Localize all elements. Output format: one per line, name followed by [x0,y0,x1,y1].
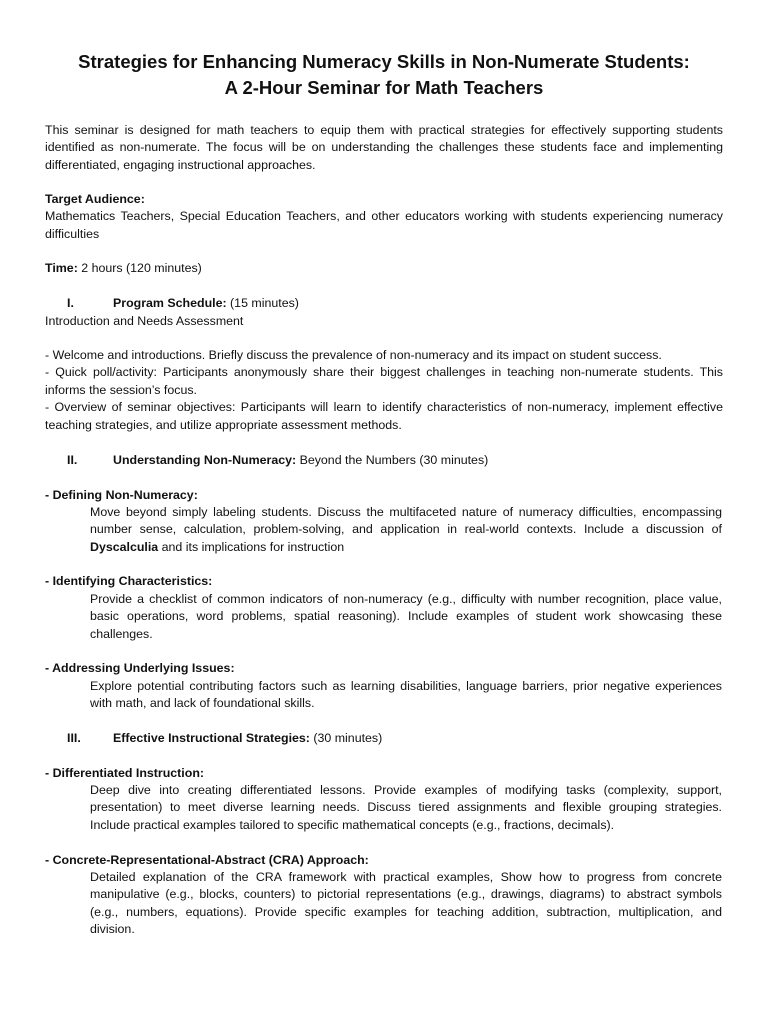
section-number: II. [67,453,78,467]
bullet-line: - Quick poll/activity: Participants anonymously share their biggest challenges in teaching non-numerate students. This [45,365,723,380]
intro-paragraph [45,122,723,174]
item-body [90,504,722,556]
item-text: and its implications for instruction [158,539,345,554]
item-heading: - Defining Non-Numeracy: [45,488,198,502]
item-heading: - Concrete-Representational-Abstract (CRA) Approach: [45,853,369,867]
item-line: presentation) to meet diverse learning needs. Discuss tiered assignments and flexible grouping strategies. [90,800,722,815]
section-title: Understanding Non-Numeracy: [113,453,297,467]
document-title [30,49,738,101]
item-line: Include practical examples tailored to specific mathematical concepts (e.g., fractions, decimals). [90,817,615,832]
item-line: number sense, calculation, problem-solving, and application in real-world contexts. Include a discussion of [90,522,722,537]
item-line: (e.g., numbers, equations). Provide specific examples for teaching addition, subtraction, multiplication, and [90,904,722,919]
item-line: manipulative (e.g., blocks, counters) to pictorial representations (e.g., drawings, diagrams) to abstract symbols [90,887,722,902]
target-audience-text: difficulties [45,226,100,241]
title-line-1: Strategies for Enhancing Numeracy Skills in Non-Numerate Students: [78,51,690,72]
item-line: Explore potential contributing factors such as learning disabilities, language barriers, prior negative experiences [90,679,722,693]
item-line: division. [90,922,135,937]
item-body [90,782,722,834]
item-body [90,591,722,643]
item-body [90,678,722,713]
intro-line: differentiated, engaging instructional approaches. [45,157,316,172]
intro-line: identified as non-numerate. The focus will be on understanding the challenges these students face and implementing [45,140,723,155]
item-line: basic operations, word problems, spatial reasoning). Include examples of student work showcasing these [90,609,722,624]
section-3-heading [67,730,717,747]
section-number: III. [67,731,81,745]
item-heading: - Identifying Characteristics: [45,574,213,588]
section-2-heading [67,452,717,469]
item-body [90,869,722,939]
section-title: Effective Instructional Strategies: [113,731,310,745]
time-value: 2 hours (120 minutes) [77,261,202,275]
dyscalculia-term: Dyscalculia [90,539,159,554]
section-subtitle: Beyond the Numbers (30 minutes) [296,453,489,467]
section-1-subtitle: Introduction and Needs Assessment [45,314,244,328]
item-heading: - Addressing Underlying Issues: [45,661,235,675]
time-line [45,260,723,277]
item-line: Detailed explanation of the CRA framework with practical examples, Show how to progress from concrete [90,870,722,884]
target-audience [45,191,723,243]
bullet-line: - Overview of seminar objectives: Participants will learn to identify characteristics of non-numeracy, implement effective [45,400,723,415]
section-duration: (15 minutes) [226,296,299,310]
section-title: Program Schedule: [113,296,227,310]
time-label: Time: [45,261,78,275]
section-duration: (30 minutes) [309,731,383,745]
item-line: Deep dive into creating differentiated lessons. Provide examples of modifying tasks (complexity, support, [90,783,722,797]
intro-line: This seminar is designed for math teachers to equip them with practical strategies for effectively supporting students [45,123,723,137]
item-line: Provide a checklist of common indicators of non-numeracy (e.g., difficulty with number recognition, place value, [90,592,722,606]
bullet-line: teaching strategies, and utilize appropriate assessment methods. [45,417,402,432]
target-audience-label: Target Audience: [45,192,145,206]
item-line: Move beyond simply labeling students. Discuss the multifaceted nature of numeracy difficulties, encompassing [90,505,722,519]
bullet-line: informs the session’s focus. [45,382,197,397]
item-heading: - Differentiated Instruction: [45,766,205,780]
target-audience-text: Mathematics Teachers, Special Education Teachers, and other educators working with students experiencing numeracy [45,209,723,224]
title-line-2: A 2-Hour Seminar for Math Teachers [224,77,544,98]
bullet-line: - Welcome and introductions. Briefly discuss the prevalence of non-numeracy and its impact on student success. [45,348,662,362]
item-line [90,539,722,556]
section-number: I. [67,296,74,310]
section-1-heading [67,295,717,312]
section-1-bullets [45,347,723,434]
item-line: with math, and lack of foundational skills. [90,696,315,711]
item-line: challenges. [90,626,153,641]
